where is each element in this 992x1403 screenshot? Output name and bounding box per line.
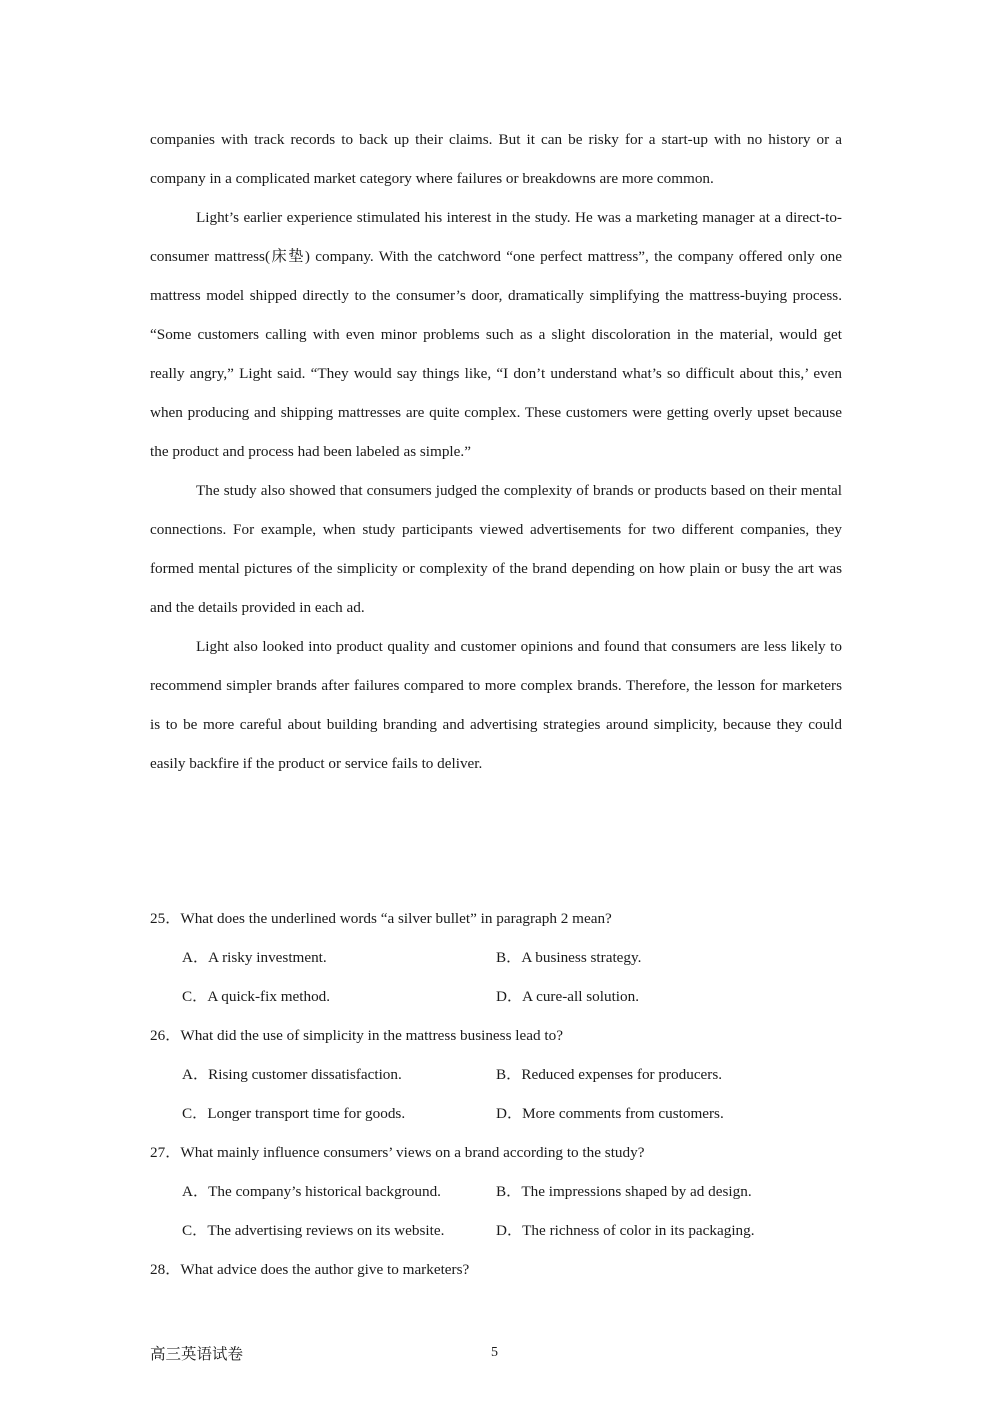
option-25-d[interactable]: D．A cure-all solution. <box>496 988 639 1005</box>
footer-title: 高三英语试卷 <box>150 1346 244 1363</box>
option-27-a[interactable]: A．The company’s historical background. <box>182 1183 441 1200</box>
question-text: What advice does the author give to marketers? <box>180 1261 470 1278</box>
option-26-a[interactable]: A．Rising customer dissatisfaction. <box>182 1066 402 1083</box>
page-number: 5 <box>491 1345 498 1360</box>
option-25-a[interactable]: A．A risky investment. <box>182 949 327 966</box>
paragraph: Light’s earlier experience stimulated his interest in the study. He was a marketing manager at a direct-to-consumer mattress(床垫) company. With the catchword “one perfect mattress”, the company offered only one mattress model shipped directly to the consumer’s door, dramatically simplifying the mattress-buying process. “Some customers calling with even minor problems such as a slight discoloration in the material, would get really angry,” Light said. “They would say things like, “I don’t understand what’s so difficult about this,’ even when producing and shipping mattresses are quite complex. These customers were getting overly upset because the product and process had been labeled as simple.” <box>150 209 842 460</box>
question-28 <box>150 1260 469 1280</box>
question-text: What mainly influence consumers’ views on a brand according to the study? <box>180 1144 645 1161</box>
option-26-d[interactable]: D．More comments from customers. <box>496 1105 724 1122</box>
question-number: 27． <box>150 1144 181 1161</box>
option-25-b[interactable]: B．A business strategy. <box>496 949 642 966</box>
option-27-b[interactable]: B．The impressions shaped by ad design. <box>496 1183 752 1200</box>
passage-body <box>150 120 842 783</box>
question-26 <box>150 1026 563 1046</box>
question-text: What does the underlined words “a silver bullet” in paragraph 2 mean? <box>180 910 612 927</box>
paragraph: Light also looked into product quality and customer opinions and found that consumers are less likely to recommend simpler brands after failures compared to more complex brands. Therefore, the lesson for marketers is to be more careful about building branding and advertising strategies around simplicity, because they could easily backfire if the product or service fails to deliver. <box>150 638 842 772</box>
question-27 <box>150 1143 644 1163</box>
option-25-c[interactable]: C．A quick-fix method. <box>182 988 331 1005</box>
question-number: 28． <box>150 1261 181 1278</box>
question-number: 26． <box>150 1027 181 1044</box>
question-text: What did the use of simplicity in the mattress business lead to? <box>180 1027 563 1044</box>
paragraph: companies with track records to back up their claims. But it can be risky for a start-up with no history or a company in a complicated market category where failures or breakdowns are more common. <box>150 131 842 187</box>
option-26-b[interactable]: B．Reduced expenses for producers. <box>496 1066 723 1083</box>
paragraph: The study also showed that consumers judged the complexity of brands or products based on their mental connections. For example, when study participants viewed advertisements for two different companies, they formed mental pictures of the simplicity or complexity of the brand depending on how plain or busy the art was and the details provided in each ad. <box>150 482 842 616</box>
option-27-c[interactable]: C．The advertising reviews on its website. <box>182 1222 445 1239</box>
question-25 <box>150 909 612 929</box>
question-number: 25． <box>150 910 181 927</box>
option-27-d[interactable]: D．The richness of color in its packaging. <box>496 1222 755 1239</box>
option-26-c[interactable]: C．Longer transport time for goods. <box>182 1105 406 1122</box>
